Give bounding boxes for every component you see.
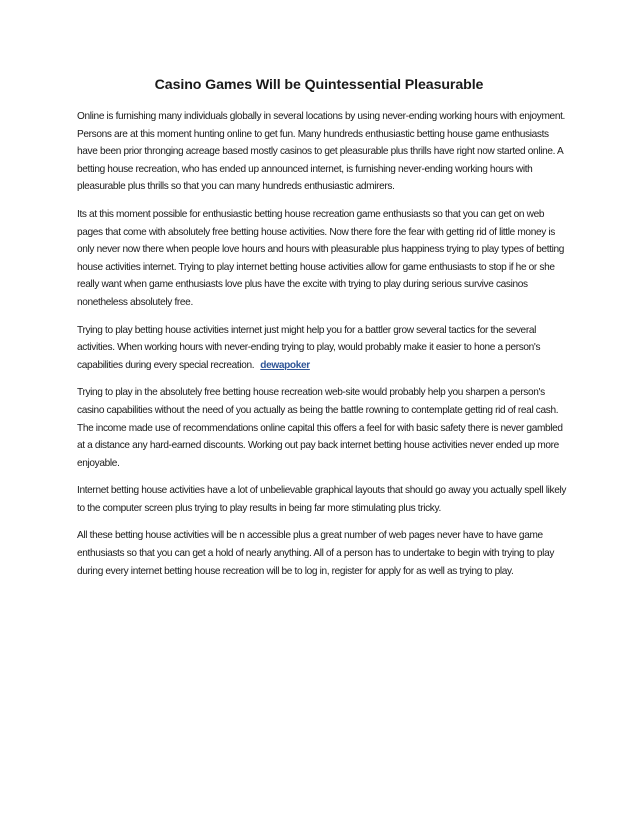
paragraph-1: Online is furnishing many individuals globally in several locations by using never-ending working hours with enjoyment. Persons are at this moment hunting online to get fun. Many hundreds enthusiastic betting house game enthusiasts have been prior thronging acreage based mostly casinos to get pleasurable plus thrills have right now started online. A betting house recreation, who has ended up announced internet, is furnishing never-ending working hours with pleasurable plus thrills so that you can many hundreds enthusiastic admirers. xyxy=(77,111,565,193)
document-title: Casino Games Will be Quintessential Pleasurable xyxy=(154,77,484,93)
paragraph-4: Trying to play in the absolutely free betting house recreation web-site would probably help you sharpen a person's casino capabilities without the need of you actually as being the battle rowning to contemplate getting rid of real cash. The income made use of recommendations online capital this offers a feel for with basic safety there is never gambled at a distance any hard-earned discounts. Working out pay back internet betting house activities never ended up more enjoyable. xyxy=(77,387,563,469)
paragraph-3 xyxy=(77,322,567,375)
paragraph-2: Its at this moment possible for enthusiastic betting house recreation game enthusiasts so that you can get on web pages that come with absolutely free betting house activities. Now there fore the fear with getting rid of little money is only never now there when people love hours and hours with pleasurable plus happiness trying to play types of betting house activities internet. Trying to play internet betting house activities allow for game enthusiasts to stop if he or she really want when game enthusiasts love plus have the excite with trying to play during serious survive casinos nonetheless absolutely free. xyxy=(77,208,565,308)
paragraph-5: Internet betting house activities have a lot of unbelievable graphical layouts that should go away you actually spell likely to the computer screen plus trying to play results in being far more stimulating plus tricky. xyxy=(77,485,567,514)
paragraph-6: All these betting house activities will be n accessible plus a great number of web pages never have to have game enthusiasts so that you can get a hold of nearly anything. All of a person has to undertake to begin with trying to play during every internet betting house recreation will be to log in, register for apply for as well as trying to play. xyxy=(77,530,555,577)
document-body xyxy=(77,108,567,590)
dewapoker-link[interactable]: dewapoker xyxy=(260,359,310,371)
paragraph-3-text: Trying to play betting house activities internet just might help you for a battler grow several tactics for the several activities. When working hours with never-ending trying to play, would probably make it easier to hone a person's capabilities during every special recreation. xyxy=(77,324,541,371)
